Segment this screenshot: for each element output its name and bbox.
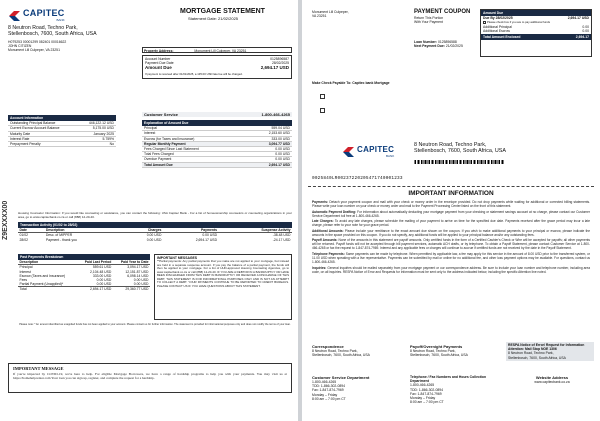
coupon-due-row: Due By 28/02/2025 2,694.17 USD [483, 16, 589, 21]
explanation-label: Total Amount Due [144, 162, 173, 167]
paragraph-heading: Additional Amounts: [312, 228, 345, 233]
capitec-logo-coupon [342, 145, 394, 158]
table-cell: Partial Payment (Unapplied)* [19, 282, 64, 287]
account-info-label: Maturity Date [10, 131, 31, 136]
footnote: Please note: * An amount identified as unapplied funds has not been applied to your account. Please contact us for further information. The statement is provided for informational purposes only and does not modify the terms of your loan. [19, 323, 291, 326]
coupon-box-header: Amount Due [481, 10, 591, 16]
paragraph-text: For information about automatically deducting your mortgage payment from your checking or statement savings account at no charge, please contact our Customer Service Department toll free at 1-800-466-4265. [312, 209, 591, 218]
correspondence-block: Correspondence 8 Neutron Road, Techno Park, Stellenbosch, 7600, South Africa, USA [312, 344, 370, 358]
table-header: Paid Last Period [77, 260, 113, 265]
account-info-list [8, 121, 116, 147]
coupon-title: PAYMENT COUPON [414, 9, 471, 15]
table-header: Description [44, 228, 122, 233]
contact-line: 1-800-466-4265 [312, 380, 337, 384]
respa-block: RESPA Notice of Error/ Request for Information Attention: Mail Stop NOE 1306 8 Neutron Road, Techno Park, Stellenbosch, 7600, South Africa, USA [506, 342, 594, 361]
explanation-row [142, 163, 292, 168]
table-cell: Fees [19, 278, 28, 283]
coupon-page [302, 0, 600, 421]
table-cell: 12,151.87 USD [125, 269, 149, 274]
paragraph-text: None of the amounts in this statement are payoff amounts. Only certified funds in the form of a Certified Cashier's Check or Wire will be accepted for payoffs; all other payments will be returned. Payoff funds will not be accepted through bill payment services, automatic ACH drafts, or by telephone. To obtain a Payoff Statement, please contact Customer Service at 1-800-466-4265 or fax the request to 1-847-874-7969. Interest and any applicable fees or charges will continue to accrue if certified funds are not received by the date in the Payoff Statement. [312, 238, 590, 251]
loan-number: 0125896588 [437, 40, 457, 44]
additional-escrow-row: Additional Escrow 0.00 [483, 28, 589, 33]
table-cell: 0.00 USD [133, 282, 149, 287]
paragraph-heading: Payments: [312, 200, 330, 204]
autopay-checkbox[interactable] [320, 108, 325, 113]
additional-principal-row: Additional Principal 0.00 [483, 24, 589, 29]
info-paragraph [312, 229, 590, 237]
account-info-value: 446,122.12 USD [88, 121, 114, 126]
explanation-header: Explanation of Amount Due [142, 120, 292, 126]
table-cell: Total [19, 287, 27, 292]
payoff-block: Payoff/Overnight Payments 8 Neutron Road, Techno Park, Stellenbosch, 7600, South Africa, USA [410, 344, 468, 358]
table-cell: -24.17 USD [272, 237, 291, 242]
statement-page [0, 0, 298, 421]
info-paragraph [312, 200, 590, 208]
notice-box [8, 363, 292, 393]
capitec-logo [8, 8, 65, 22]
remit-address: 8 Neutron Road, Techno Park, Stellenbosch, 7600, South Africa, USA [414, 142, 506, 155]
table-header: Paid Year to Date [113, 260, 150, 265]
customer-service-block: Customer Service Department 1-800-466-4265 TDD: 1-866-302-0894 Fax: 1-847-874-7969 Monday – Friday 8:00 am – 7:00 pm CT [312, 375, 402, 401]
loan-details: Loan Number: 0125896588 Next Payment Due: 21/02/2025 [414, 40, 463, 49]
account-info-value: No [109, 142, 114, 147]
account-info-row [8, 142, 116, 147]
explanation-list [142, 126, 292, 168]
explanation-value: 333.00 USD [271, 136, 290, 141]
table-cell: 333.00 USD [92, 273, 112, 278]
past-payments-section [18, 254, 150, 292]
table-cell: Interest [19, 269, 31, 274]
logo-sub: BANK [56, 18, 65, 22]
info-paragraph [312, 210, 590, 218]
sender-address: Monument Lill Culpeper, VA 23251 [312, 10, 349, 19]
explanation-label: Escrow (for Taxes and Insurance) [144, 136, 195, 141]
amount-due-row: Amount Due 2,694.17 USD [145, 65, 289, 71]
postal-barcode [414, 160, 504, 164]
paragraph-text: Same payments can be made by telephone. When permitted by applicable law, a fee may apply for this service in the amount of 8.00 USD prior to the transferred system, or 11.00 USD when speaking with a live representative. Payments can be submitted by mail or online for no additional fee, and other loss payment options may be available. For questions, contact us 1-800-466-4265. [312, 251, 590, 264]
transaction-header: Transaction Activity (01/02 to 28/02) [18, 222, 292, 228]
additional-principal-input[interactable]: 0.00 [582, 24, 589, 29]
contact-line: TDD: 1-866-302-0894 [410, 387, 443, 392]
table-cell: 0.00 USD [96, 278, 112, 283]
table-cell: 01/02 [19, 233, 28, 238]
explanation-value: 559.04 USD [271, 126, 290, 131]
telephone-block: Telephone / Fax Numbers and Hours Collection Department 1-800-466-4265 TDD: 1-866-302-0894 Fax: 1-847-874-7969 Monday – Friday 8:00 am – 7:00 pm CT [410, 375, 502, 404]
paragraph-text: Detach your payment coupon and mail with your check or money order in the envelope provided. Do not drop payments while waiting for additional or corrected billing statements. Please write your loan number on your check or money order and mail to the Payment Processing Center listed on the front of this statement. [312, 200, 591, 208]
table-cell: 2,104.48 USD [90, 269, 112, 274]
customer-service-phone: 1-800-466-4265 [261, 112, 290, 117]
table-cell: 0.00 USD [133, 278, 149, 283]
property-address: Property Address: Monument Lill Culpeper, VA 23251 [142, 47, 292, 53]
table-cell: 2,694.17 USD [195, 237, 218, 242]
table-cell: 0.00 USD [146, 233, 162, 238]
paragraph-heading: Late Charges: [312, 219, 335, 224]
table-header: Suspense Activity [219, 228, 292, 233]
contact-line: 8:00 am – 7:00 pm CT [312, 396, 346, 401]
summary-row: Account Number 0125896587 [145, 57, 289, 61]
capitec-logo-icon [8, 9, 21, 22]
table-cell: Desc. of MIPPER [45, 233, 73, 238]
important-header: IMPORTANT MESSAGES [157, 256, 198, 260]
paragraph-text: Please include your remittance to the exact amount due shown on the coupon. If you wish to make additional payments to your principal or escrow, please indicate the amounts in the space provided on this coupon. If you do not specify, any additional funds will be applied to your principal balance and/or any outstanding fees. [312, 228, 591, 237]
website-link[interactable]: www.capitecbank.co.za [534, 380, 570, 384]
additional-escrow-input[interactable]: 0.00 [582, 28, 589, 33]
coupon-amount-box [480, 9, 592, 57]
contact-line: 1-800-466-4265 [410, 383, 435, 388]
explanation-section [142, 120, 292, 168]
logo-name: CAPITEC [357, 145, 395, 154]
info-paragraph [312, 219, 590, 227]
past-payments-table [18, 260, 150, 291]
total-enclosed-row: Total Amount Enclosed 2,694.17 [483, 35, 589, 40]
paragraph-heading: Automatic Payment Drafting: [312, 209, 358, 214]
explanation-value: 2,694.17 USD [268, 162, 290, 167]
contact-line: Monday – Friday [312, 392, 338, 397]
table-cell: Escrow (Taxes and Insurance) [19, 273, 66, 278]
explanation-value: 0.00 USD [275, 147, 290, 152]
table-cell: 6,098.14 USD [127, 273, 149, 278]
contact-line: 8:00 am – 7:00 pm CT [410, 400, 444, 405]
account-info-label: Interest Rate [10, 136, 30, 141]
table-cell: 29,360.77 USD [125, 287, 149, 292]
make-check-payable: Make Check Payable To: Capitec bank Mortgage [312, 81, 390, 85]
transaction-table [18, 228, 292, 242]
table-cell: Principal [19, 265, 33, 270]
summary-row: Payment Due Date 28/02/2025 [145, 61, 289, 66]
info-paragraph [312, 252, 590, 264]
statement-date: Statement Date: 21/02/2025 [188, 16, 239, 21]
contact-line: Fax: 1-847-874-7969 [312, 388, 344, 393]
table-cell: 559.61 USD [92, 265, 112, 270]
info-paragraph [312, 238, 590, 250]
explanation-value: 3,094.77 USD [268, 141, 290, 146]
notice-header: IMPORTANT MESSAGE [13, 366, 64, 371]
account-info-value: 5,175.00 USD [92, 126, 114, 131]
table-cell: Payment - thank you [45, 237, 77, 242]
paragraph-text: To avoid any late charges, please schedule the mailing of your payment to arrive on time for the specified due date. Payments received after the grace period may incur a late charge, please refer to your note for your grace period. [312, 219, 590, 228]
contact-line: Fax: 1-847-874-7969 [410, 391, 442, 396]
info-paragraph [312, 266, 590, 274]
past-payments-header: Past Payments Breakdown [18, 254, 150, 260]
important-messages [154, 254, 292, 320]
website-block: Website Address www.capitecbank.co.za [512, 375, 592, 384]
transaction-section [18, 222, 292, 242]
table-cell: 0.00 USD [146, 237, 162, 242]
account-info-label: Outstanding Principal Balance [10, 121, 56, 126]
contact-line: TDD: 1-866-302-0894 [312, 384, 345, 389]
logo-name: CAPITEC [23, 8, 65, 18]
next-due-date: 21/02/2025 [445, 44, 463, 49]
explanation-label: Regular Monthly Payment [144, 141, 186, 146]
table-row [18, 287, 150, 292]
explanation-label: Fees Charged Since Last Statement [144, 147, 199, 152]
table-header: Date [18, 228, 44, 233]
total-enclosed-input[interactable]: 2,694.17 [575, 35, 589, 40]
notice-text: If you're impacted by COVID-19, we're here to help. For eligible Mortgage Borrowers, we have a range of hardship programs to help you with your payments. You may visit us at https://homehelpcenter.com Your loan you can sign up, register, and complete the request for a hardship. [13, 372, 287, 381]
customer-service-bar: Customer Service 1-800-466-4265 [144, 112, 290, 117]
account-info-header: Account Information [8, 115, 116, 121]
recipient-block: H0T9253 00001299 082401 00016622 JOHN CITIZEN Monument Lill Culpeper, VA 23251 [8, 40, 67, 53]
paragraph-text: General inquiries should be mailed separately from your mortgage payment or our correspondence address. Be sure to include your loan number and telephone number, including area code, on all inquiries. RESPA Notice of Error and Requests for Information must be sent only to the address indicated below, including the specific Attention line noted. [312, 265, 591, 274]
statement-title: MORTGAGE STATEMENT [180, 8, 265, 15]
table-cell: 28/02 [19, 237, 28, 242]
table-header: Payments [163, 228, 219, 233]
paragraph-heading: Payoff Amounts: [312, 238, 339, 243]
info-paragraphs [312, 200, 590, 275]
table-cell: -38.48 USD [272, 233, 291, 238]
account-info-label: Prepayment Penalty [10, 142, 41, 147]
table-header: Description [18, 260, 77, 265]
side-stamp: Z9EXXXX00 [2, 200, 9, 240]
paragraph-heading: Telephone Payments: [312, 251, 346, 256]
explanation-value: 0.00 USD [275, 157, 290, 162]
tear-line [308, 186, 594, 187]
table-cell: 0.00 USD [96, 282, 112, 287]
counselor-info: Housing Counselor Information: If you would like counseling or assistance, you can contact the following: USA Capitec Bank - For a list of homeownership counselors or counseling organizations in your area, go to www.capitecbank.co.za or call (888) 12-20-40. [18, 211, 292, 219]
account-info-value: 5.759% [102, 136, 114, 141]
explanation-label: Overdue Payment [144, 157, 172, 162]
explanation-value: 2,153.60 USD [268, 131, 290, 136]
contact-line: Monday – Friday [410, 396, 436, 401]
account-info-section [8, 115, 116, 147]
important-text: **Partial payments: Any partial payments that you make are not applied to your mortgage, but instead are held in a separate suspense account. If you pay the balance of a partial payment, the funds will then be applied to your mortgage. For a list of HUD-approved Housing Counseling Agencies, go to www.capitecbank.co.za or call (888) 12-20-40. IF YOU ARE A DEBTOR IN A BANKRUPTCY OR HAVE BEEN DISCHARGED FROM THIS DEBT IN BANKRUPTCY OR RECEIVED A DISCHARGE OF THIS DEBT, THIS STATEMENT IS FOR INFORMATIONAL PURPOSES ONLY AND IS NOT AN ATTEMPT TO COLLECT A DEBT. YOUR PAYMENTS CONTINUE TO BE REPORTED TO CREDIT BUREAUS. PLEASE CONTACT US IF YOU HAVE QUESTIONS ABOUT THIS STATEMENT. [157, 259, 289, 288]
table-row [18, 238, 292, 242]
bank-address: 8 Neutron Road, Techno Park, Stellenbosch, 7600, South Africa, USA [8, 25, 97, 38]
table-cell: 0.00 USD [202, 233, 218, 238]
paragraph-heading: Inquiries: [312, 265, 328, 270]
table-cell: 3,094.17 USD [127, 265, 149, 270]
coupon-box-note: Please check box if you are to pay additional funds [481, 20, 591, 24]
late-fee-note: If payment is received after 01/01/2025, a 135.00 USD late fee will be charged. [145, 71, 243, 76]
account-info-value: January 2025 [93, 131, 114, 136]
explanation-value: 0.00 USD [275, 152, 290, 157]
table-cell: 2,694.17 USD [90, 287, 112, 292]
coupon-sub: Return This Portion With Your Payment [414, 16, 444, 25]
summary-box [142, 55, 292, 79]
info-title: IMPORTANT INFORMATION [408, 190, 494, 197]
explanation-label: Total Fees Charged [144, 152, 174, 157]
table-header: Charges [122, 228, 163, 233]
logo-sub: BANK [386, 154, 395, 158]
scan-line: 0025840LR00237220205471740001233 [312, 176, 403, 181]
address-change-checkbox[interactable] [320, 94, 325, 99]
explanation-label: Principal [144, 126, 158, 131]
capitec-logo-icon [342, 145, 355, 158]
account-info-label: Current Escrow Account Balance [10, 126, 60, 131]
explanation-label: Interest [144, 131, 156, 136]
